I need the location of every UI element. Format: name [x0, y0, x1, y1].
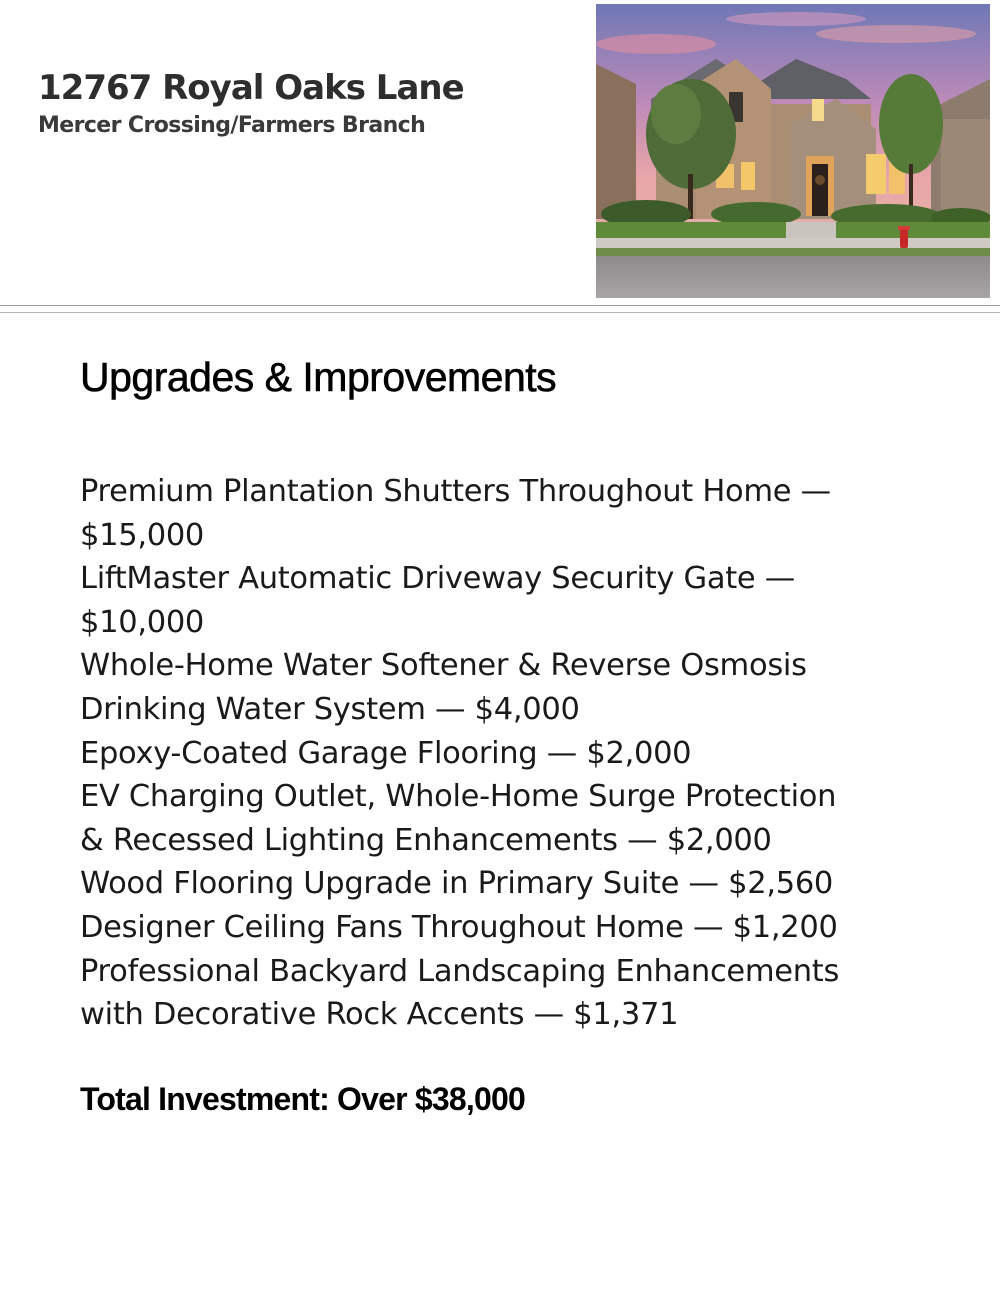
upgrade-item-line: with Decorative Rock Accents — $1,371 [80, 997, 679, 1033]
upgrade-item-line: Epoxy-Coated Garage Flooring — $2,000 [80, 735, 692, 771]
upgrade-item-line: Designer Ceiling Fans Throughout Home — $1,200 [80, 909, 838, 945]
property-address: 12767 Royal Oaks Lane [38, 68, 464, 108]
upgrade-item-line: $15,000 [80, 517, 205, 553]
upgrade-item-line: Premium Plantation Shutters Throughout Home — [80, 474, 831, 509]
upgrade-item-line: LiftMaster Automatic Driveway Security Gate — [80, 561, 795, 597]
house-photo [596, 4, 990, 298]
upgrade-list [80, 470, 880, 1037]
property-neighborhood: Mercer Crossing/Farmers Branch [38, 113, 426, 138]
upgrade-item [80, 862, 880, 906]
upgrade-item [80, 950, 880, 1037]
upgrade-item [80, 906, 880, 950]
upgrade-item [80, 557, 880, 644]
upgrade-item-line: Whole-Home Water Softener & Reverse Osmosis [80, 648, 807, 684]
upgrade-item [80, 732, 880, 776]
upgrade-item [80, 775, 880, 862]
upgrade-item-line: Wood Flooring Upgrade in Primary Suite — $2,560 [80, 866, 834, 902]
upgrade-item-line: $10,000 [80, 604, 205, 640]
section-heading: Upgrades & Improvements [80, 354, 557, 400]
upgrade-item-line: Professional Backyard Landscaping Enhancements [80, 953, 840, 989]
header-divider-top [0, 305, 1000, 306]
upgrade-item-line: EV Charging Outlet, Whole-Home Surge Protection [80, 779, 837, 815]
upgrade-item-line: Drinking Water System — $4,000 [80, 691, 580, 727]
upgrade-item [80, 470, 880, 557]
upgrade-item-line: & Recessed Lighting Enhancements — $2,000 [80, 822, 772, 858]
upgrade-item [80, 644, 880, 731]
header-divider-bottom [0, 312, 1000, 313]
total-investment: Total Investment: Over $38,000 [80, 1081, 525, 1117]
